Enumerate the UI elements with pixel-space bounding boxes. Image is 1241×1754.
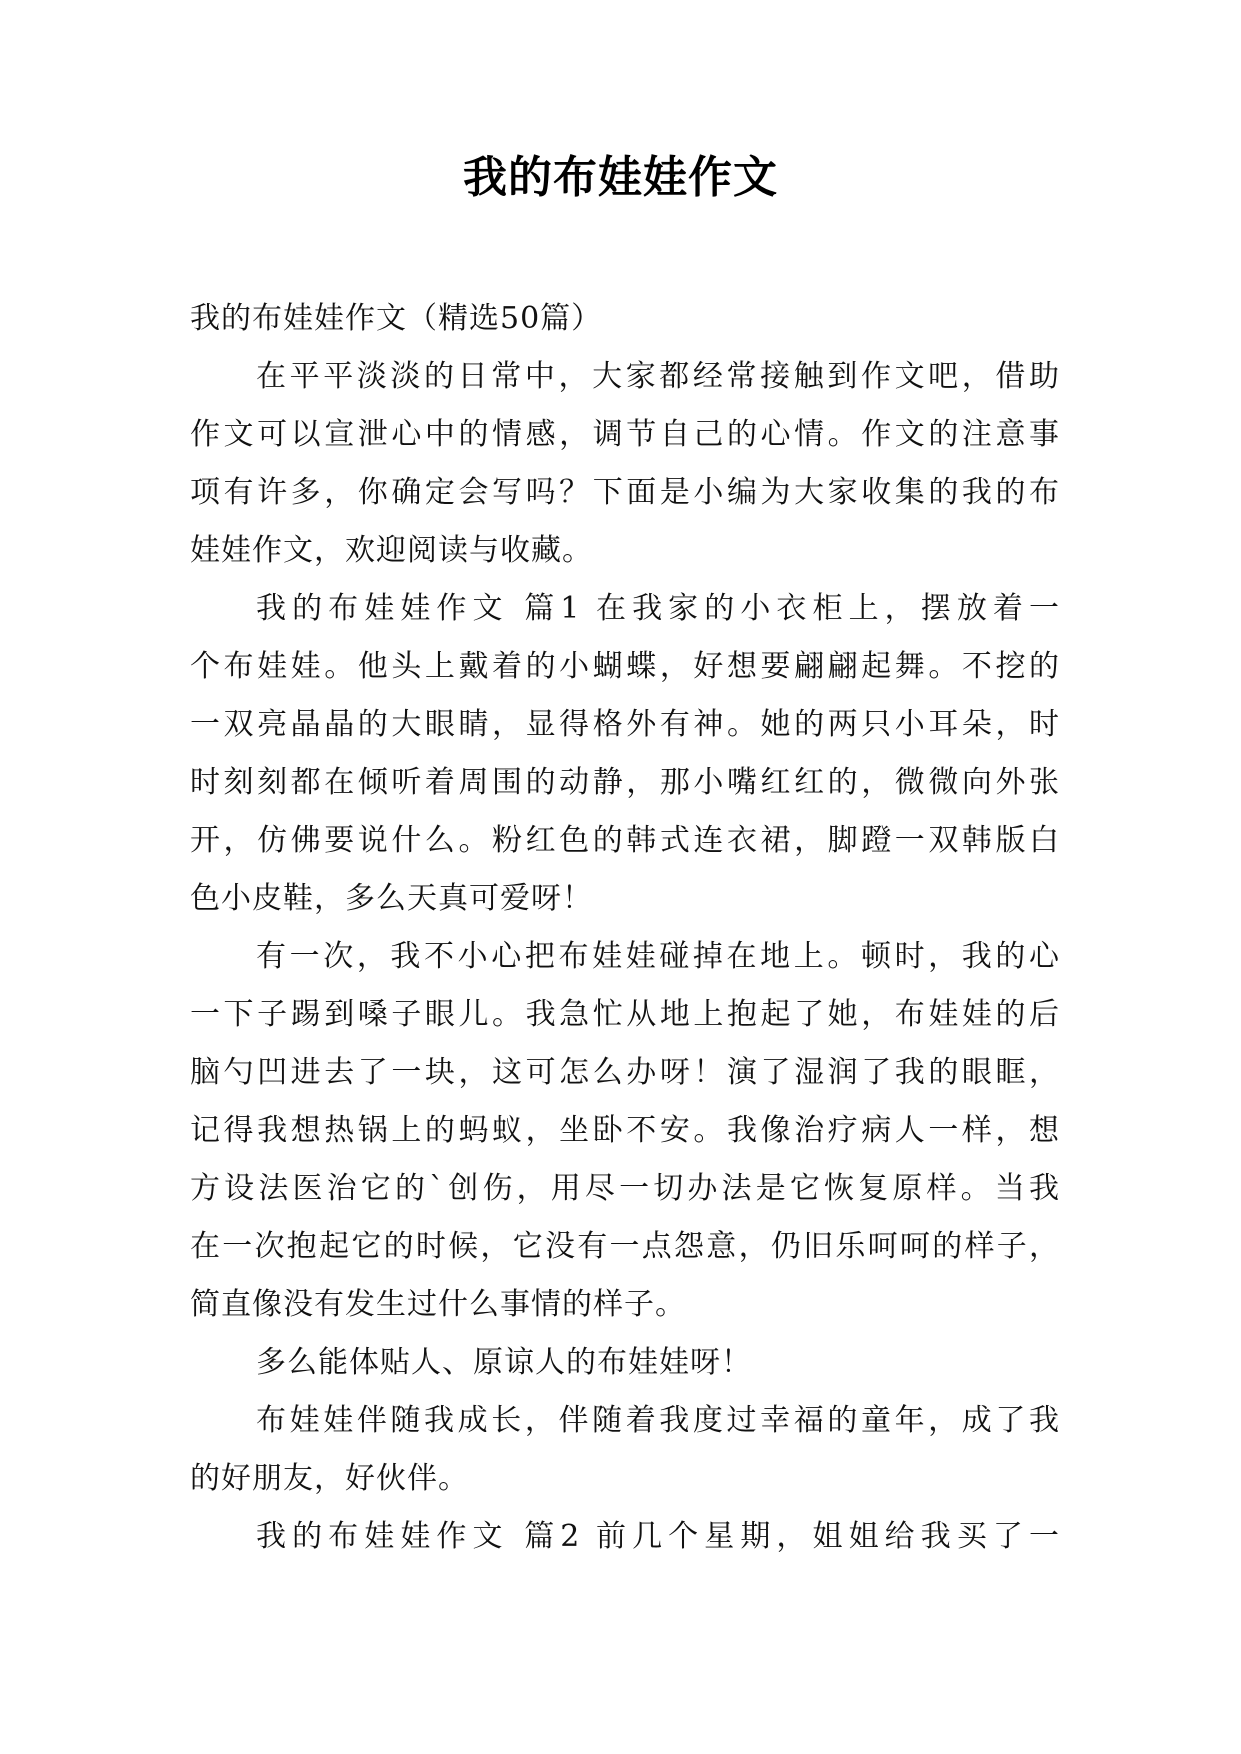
text-line: 我的布娃娃作文（精选50篇） bbox=[190, 301, 603, 336]
text-line: 项有许多，你确定会写吗？下面是小编为大家收集的我的布 bbox=[190, 475, 1060, 510]
text-line: 的好朋友，好伙伴。 bbox=[190, 1461, 469, 1496]
text-line: 个布娃娃。他头上戴着的小蝴蝶，好想要翩翩起舞。不挖的 bbox=[190, 649, 1060, 684]
text-line: 色小皮鞋，多么天真可爱呀！ bbox=[190, 881, 593, 916]
text-line: 一下子踢到嗓子眼儿。我急忙从地上抱起了她，布娃娃的后 bbox=[190, 997, 1060, 1032]
page-title: 我的布娃娃作文 bbox=[463, 152, 778, 203]
text-line: 在一次抱起它的时候，它没有一点怨意，仍旧乐呵呵的样子， bbox=[190, 1229, 1060, 1264]
text-line: 记得我想热锅上的蚂蚁，坐卧不安。我像治疗病人一样，想 bbox=[190, 1113, 1060, 1148]
text-line: 在平平淡淡的日常中，大家都经常接触到作文吧，借助 bbox=[256, 359, 1060, 394]
article-body bbox=[190, 290, 1060, 1566]
text-line: 我的布娃娃作文 篇1 在我家的小衣柜上，摆放着一 bbox=[256, 591, 1060, 626]
text-line: 我的布娃娃作文 篇2 前几个星期，姐姐给我买了一 bbox=[256, 1519, 1060, 1554]
text-line: 布娃娃伴随我成长，伴随着我度过幸福的童年，成了我 bbox=[256, 1403, 1060, 1438]
text-line: 方设法医治它的`创伤，用尽一切办法是它恢复原样。当我 bbox=[190, 1171, 1060, 1206]
text-line: 开，仿佛要说什么。粉红色的韩式连衣裙，脚蹬一双韩版白 bbox=[190, 823, 1060, 858]
text-line: 娃娃作文，欢迎阅读与收藏。 bbox=[190, 533, 593, 568]
text-line: 一双亮晶晶的大眼睛，显得格外有神。她的两只小耳朵，时 bbox=[190, 707, 1060, 742]
text-line: 时刻刻都在倾听着周围的动静，那小嘴红红的，微微向外张 bbox=[190, 765, 1060, 800]
text-line: 脑勺凹进去了一块，这可怎么办呀！演了湿润了我的眼眶， bbox=[190, 1055, 1060, 1090]
text-line: 有一次，我不小心把布娃娃碰掉在地上。顿时，我的心 bbox=[256, 939, 1060, 974]
text-line: 多么能体贴人、原谅人的布娃娃呀！ bbox=[256, 1345, 752, 1380]
text-line: 简直像没有发生过什么事情的样子。 bbox=[190, 1287, 686, 1322]
text-line: 作文可以宣泄心中的情感，调节自己的心情。作文的注意事 bbox=[190, 417, 1060, 452]
